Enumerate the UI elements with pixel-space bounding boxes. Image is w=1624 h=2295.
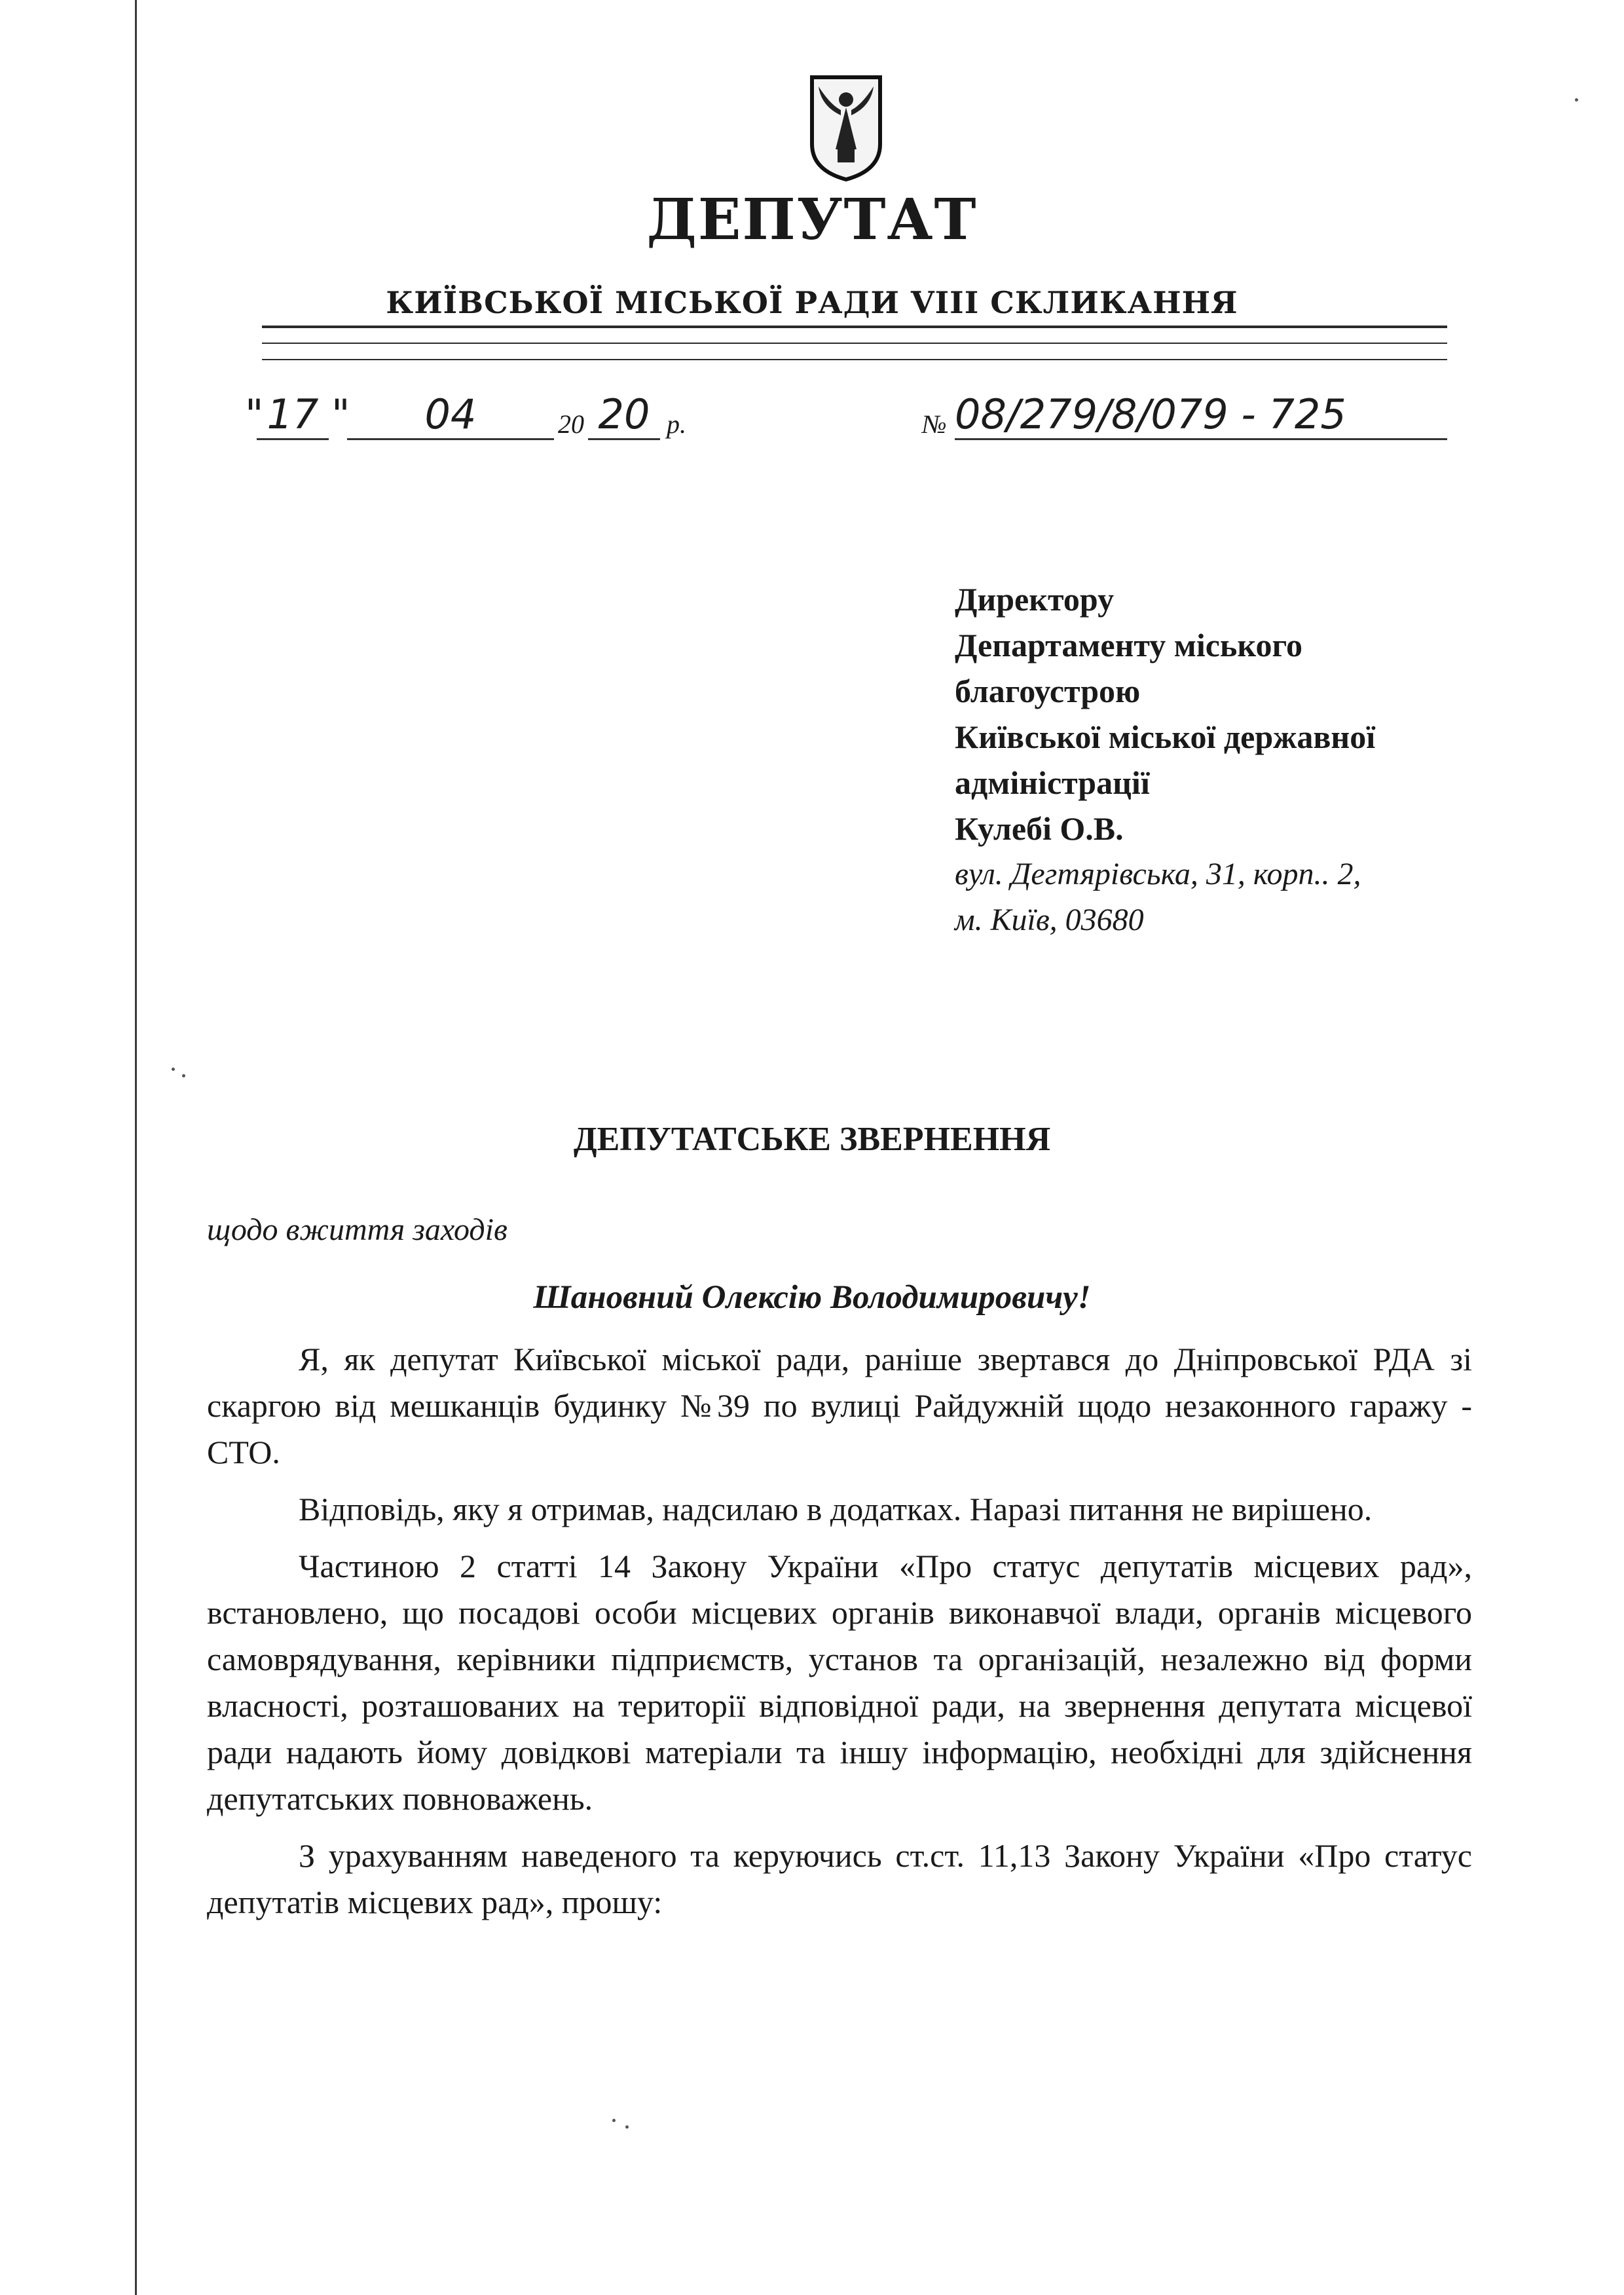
- scan-speck: [1575, 98, 1578, 102]
- recipient-line: адміністрації: [955, 764, 1150, 801]
- date-day: 17: [257, 390, 329, 440]
- letter-salutation: Шановний Олексію Володимировичу!: [533, 1279, 1091, 1316]
- recipient-address: вул. Дегтярівська, 31, корп.. 2,: [955, 857, 1361, 891]
- recipient-name: Кулебі О.В.: [955, 810, 1124, 847]
- kyiv-coat-of-arms-icon: [807, 72, 885, 183]
- date-year-prefix: 20: [558, 409, 584, 439]
- number-prefix: №: [922, 409, 947, 439]
- header-rule: [262, 326, 1447, 328]
- letter-title: ДЕПУТАТСЬКЕ ЗВЕРНЕННЯ: [573, 1121, 1051, 1158]
- document-number: 08/279/8/079 - 725: [955, 390, 1447, 440]
- header-rule: [262, 359, 1447, 360]
- header-title: ДЕПУТАТ: [646, 187, 978, 253]
- recipient-line: Директору: [955, 581, 1115, 618]
- scan-speck: [182, 1074, 185, 1077]
- body-paragraph: З урахуванням наведеного та керуючись ст.ст. 11,13 Закону України «Про статус депутатів місцевих рад», прошу:: [207, 1837, 1472, 1920]
- date-month: 04: [347, 390, 554, 440]
- body-paragraph: Я, як депутат Київської міської ради, раніше звертався до Дніпровської РДА зі скаргою від мешканців будинку №39 по вулиці Райдужній щодо незаконного гаражу - СТО.: [207, 1341, 1472, 1470]
- date-year-suffix: 20: [588, 390, 660, 440]
- date-suffix: р.: [667, 409, 686, 439]
- date-close-quote: ": [331, 390, 350, 438]
- scan-speck: [612, 2119, 616, 2122]
- body-paragraph: Частиною 2 статті 14 Закону України «Про статус депутатів місцевих рад», встановлено, що посадові особи місцевих органів виконавчої влади, органів місцевого самоврядування, керівники підприємств, установ та організацій, незалежно від форми власності, розташованих на території відповідної ради, на звернення депутата місцевої ради надають йому довідкові матеріали та іншу інформацію, необхідні для здійснення депутатських повноважень.: [207, 1548, 1472, 1817]
- recipient-block: [955, 576, 1544, 943]
- scan-speck: [625, 2125, 629, 2129]
- date-open-quote: ": [245, 390, 264, 438]
- header-rule: [262, 343, 1447, 344]
- body-paragraph: Відповідь, яку я отримав, надсилаю в додатках. Наразі питання не вирішено.: [299, 1491, 1373, 1527]
- scan-speck: [172, 1068, 175, 1071]
- header-subtitle: КИЇВСЬКОЇ МІСЬКОЇ РАДИ VIII СКЛИКАННЯ: [386, 285, 1238, 320]
- letter-body: [207, 1336, 1472, 1936]
- letter-subject: щодо вжиття заходів: [207, 1212, 507, 1247]
- recipient-line: благоустрою: [955, 673, 1141, 709]
- recipient-address: м. Київ, 03680: [955, 903, 1144, 937]
- recipient-line: Департаменту міського: [955, 627, 1302, 663]
- recipient-line: Київської міської державної: [955, 718, 1376, 755]
